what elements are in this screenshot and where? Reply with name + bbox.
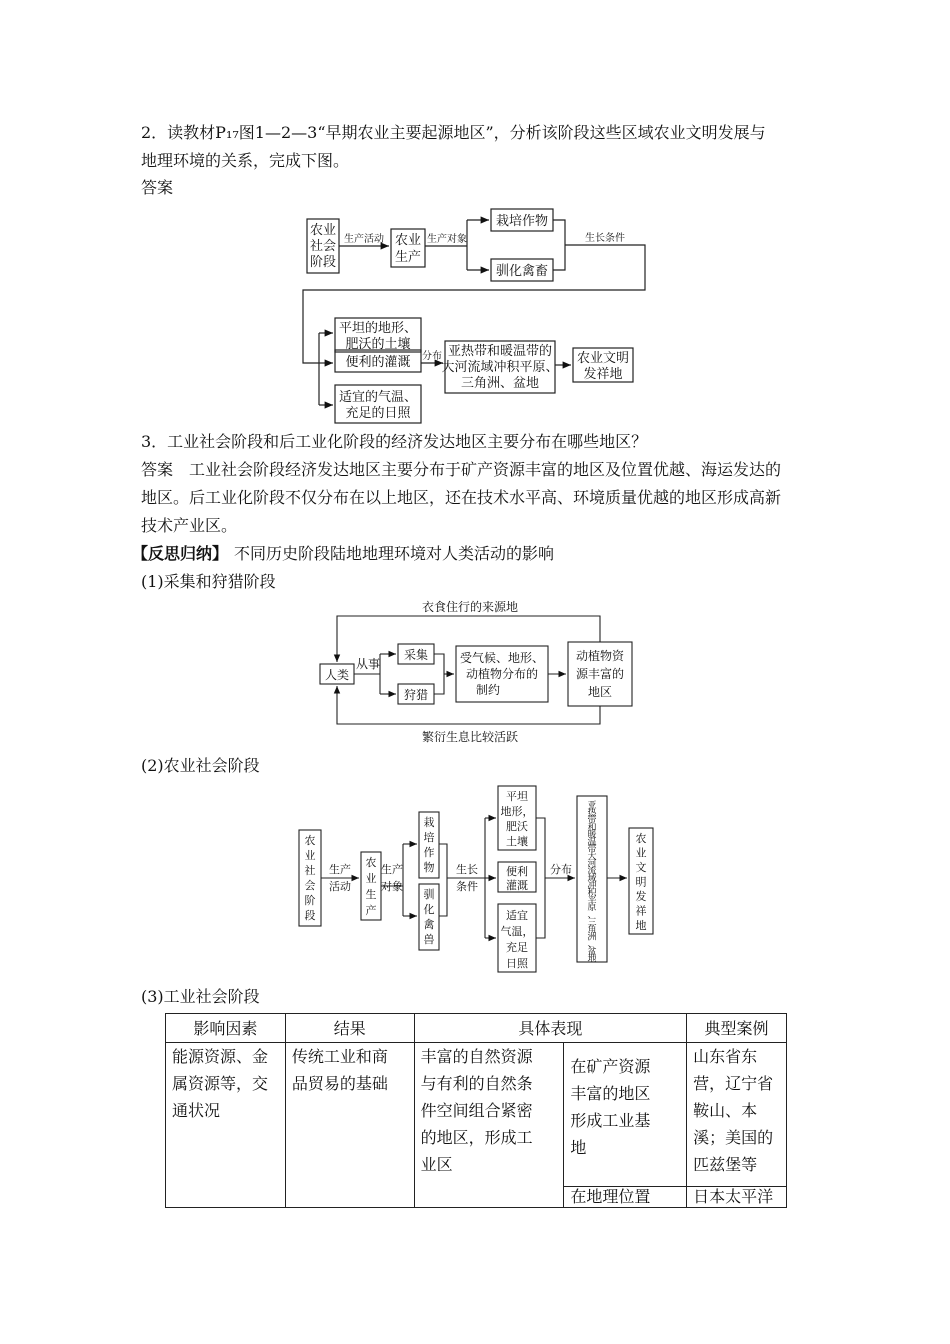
d3-production: 农业生产: [365, 856, 377, 917]
d3-cond3-c: 充足: [506, 941, 528, 954]
d1-production-2: 生产: [394, 250, 422, 265]
d2-constraint-2: 动植物分布的: [465, 667, 539, 681]
d3-crop: 栽培作物: [423, 816, 435, 874]
cell-sub1-line: 在矿产资源: [570, 1057, 651, 1076]
cell-result-line: 品贸易的基础: [291, 1074, 388, 1093]
q3-line2: 答案 工业社会阶段经济发达地区主要分布于矿产资源丰富的地区及位置优越、海运发达的: [141, 460, 782, 479]
d1-stage-1: 农业: [309, 223, 337, 238]
d2-rich-1: 动植物资: [575, 649, 625, 663]
d2-constraint-3: 制约: [476, 683, 501, 697]
d2-engage: 从事: [355, 657, 381, 671]
cell-detail-line: 的地区，形成工: [420, 1128, 533, 1147]
th-detail: 具体表现: [414, 1014, 687, 1043]
table-header-row: [166, 1014, 787, 1043]
q2-answer-label: 答案: [141, 178, 174, 197]
d2-hunt: 狩猎: [403, 688, 429, 702]
d1-label-distribution: 分布: [422, 351, 442, 362]
cell-case1: [687, 1043, 787, 1187]
d3-origin: 农业文明发祥地: [635, 832, 647, 932]
d2-gather: 采集: [403, 648, 429, 662]
d3-label-activity-2: 活动: [329, 880, 351, 893]
d3-cond3-b: 气温，: [500, 925, 534, 938]
q3-line4: 技术产业区。: [141, 516, 238, 535]
cell-result-line: 传统工业和商: [291, 1047, 388, 1066]
diagram-agricultural-society: [295, 782, 665, 977]
d3-cond3-d: 日照: [506, 957, 528, 970]
cell-case1-line: 山东省东: [693, 1047, 758, 1066]
d1-region-1: 亚热带和暖温带的: [447, 344, 553, 359]
q2-line2: 地理环境的关系，完成下图。: [141, 151, 350, 170]
reflection-bracket-title: 【反思归纳】: [132, 544, 229, 563]
d1-origin-2: 发祥地: [583, 367, 623, 382]
table-row: [166, 1043, 787, 1187]
cell-case1-line: 溪；美国的: [693, 1128, 774, 1147]
cell-detail-line: 丰富的自然资源: [420, 1047, 533, 1066]
section3-title: (3)工业社会阶段: [141, 987, 260, 1006]
cell-detail-line: 业区: [420, 1155, 453, 1174]
q3-line3: 地区。后工业化阶段不仅分布在以上地区，还在技术水平高、环境质量优越的地区形成高新: [141, 488, 782, 507]
d1-cond3-b: 充足的日照: [345, 406, 411, 421]
cell-factor-line: 通状况: [172, 1101, 221, 1120]
d3-cond2-b: 灌溉: [506, 879, 528, 892]
d1-stage-3: 阶段: [309, 255, 337, 270]
d3-cond1-c: 肥沃: [506, 820, 528, 833]
d2-bottom-label: 繁衍生息比较活跃: [421, 730, 519, 744]
d2-constraint-1: 受气候、地形、: [459, 651, 545, 665]
d1-label-condition: 生长条件: [585, 233, 625, 244]
diagram-agricultural-origins: [295, 205, 665, 430]
cell-case1-line: 匹兹堡等: [693, 1155, 758, 1174]
cell-case1-line: 营，辽宁省: [693, 1074, 774, 1093]
d1-label-activity: 生产活动: [344, 234, 384, 245]
th-case: 典型案例: [687, 1014, 787, 1043]
d3-label-activity-1: 生产: [329, 863, 351, 876]
d1-origin-1: 农业文明: [576, 351, 630, 366]
th-factor: 影响因素: [166, 1014, 286, 1043]
d3-cond2-a: 便利: [506, 865, 528, 878]
cell-result: [285, 1043, 414, 1208]
d3-livestock: 驯化禽兽: [423, 888, 435, 946]
q2-line1: 2．读教材P₁₇图1—2—3“早期农业主要起源地区”，分析该阶段这些区域农业文明发展与: [141, 123, 766, 142]
d2-top-label: 衣食住行的来源地: [421, 600, 519, 614]
cell-sub1: [564, 1043, 687, 1187]
cell-detail-line: 件空间组合紧密: [420, 1101, 533, 1120]
d3-stage: 农业社会阶段: [304, 834, 316, 922]
cell-factor: [166, 1043, 286, 1208]
d1-label-object: 生产对象: [427, 234, 467, 245]
d1-cond3-a: 适宜的气温、: [338, 390, 418, 405]
d3-label-object-2: 对象: [381, 880, 403, 893]
d3-label-condition-1: 生长: [456, 863, 478, 876]
d2-rich-3: 地区: [588, 685, 613, 699]
diagram-gathering-hunting: [310, 598, 650, 748]
d3-region: 亚热带和暖温带大河流域冲积平原、三角洲、盆地: [587, 801, 597, 965]
industrial-society-table: [165, 1013, 787, 1208]
d1-cond1-a: 平坦的地形、: [338, 321, 418, 336]
d2-human: 人类: [324, 668, 350, 682]
d1-livestock: 驯化禽畜: [495, 264, 549, 279]
d1-region-2: 大河流域冲积平原、: [441, 360, 559, 375]
d3-label-object-1: 生产: [381, 863, 403, 876]
cell-detail: [414, 1043, 564, 1208]
d1-stage-2: 社会: [309, 239, 337, 254]
d3-cond3-a: 适宜: [506, 909, 528, 922]
d1-region-3: 三角洲、盆地: [460, 376, 540, 391]
reflection-title: 不同历史阶段陆地地理环境对人类活动的影响: [234, 544, 555, 563]
th-result: 结果: [285, 1014, 414, 1043]
d3-cond1-a: 平坦: [506, 790, 528, 803]
cell-sub1-line: 地: [570, 1138, 587, 1157]
q3-line1: 3．工业社会阶段和后工业化阶段的经济发达地区主要分布在哪些地区？: [141, 432, 648, 451]
cell-factor-line: 能源资源、金: [172, 1047, 269, 1066]
section2-title: (2)农业社会阶段: [141, 756, 260, 775]
cell-sub2: 在地理位置: [564, 1187, 687, 1208]
d3-cond1-d: 土壤: [506, 835, 528, 848]
reflection-heading: [132, 543, 554, 565]
section1-title: (1)采集和狩猎阶段: [141, 572, 276, 591]
d3-cond1-b: 地形，: [500, 805, 534, 818]
d3-label-distribution: 分布: [550, 863, 572, 876]
d2-rich-2: 源丰富的: [575, 667, 625, 681]
cell-detail-line: 与有利的自然条: [420, 1074, 533, 1093]
d3-label-condition-2: 条件: [456, 880, 478, 893]
d1-cond2: 便利的灌溉: [345, 355, 411, 370]
cell-factor-line: 属资源等，交: [172, 1074, 269, 1093]
d1-cond1-b: 肥沃的土壤: [345, 337, 411, 352]
d1-crop: 栽培作物: [495, 214, 549, 229]
d1-production-1: 农业: [394, 233, 422, 248]
cell-case2: 日本太平洋: [687, 1187, 787, 1208]
cell-sub1-line: 丰富的地区: [570, 1084, 651, 1103]
cell-sub1-line: 形成工业基: [570, 1111, 651, 1130]
cell-case1-line: 鞍山、本: [693, 1101, 758, 1120]
